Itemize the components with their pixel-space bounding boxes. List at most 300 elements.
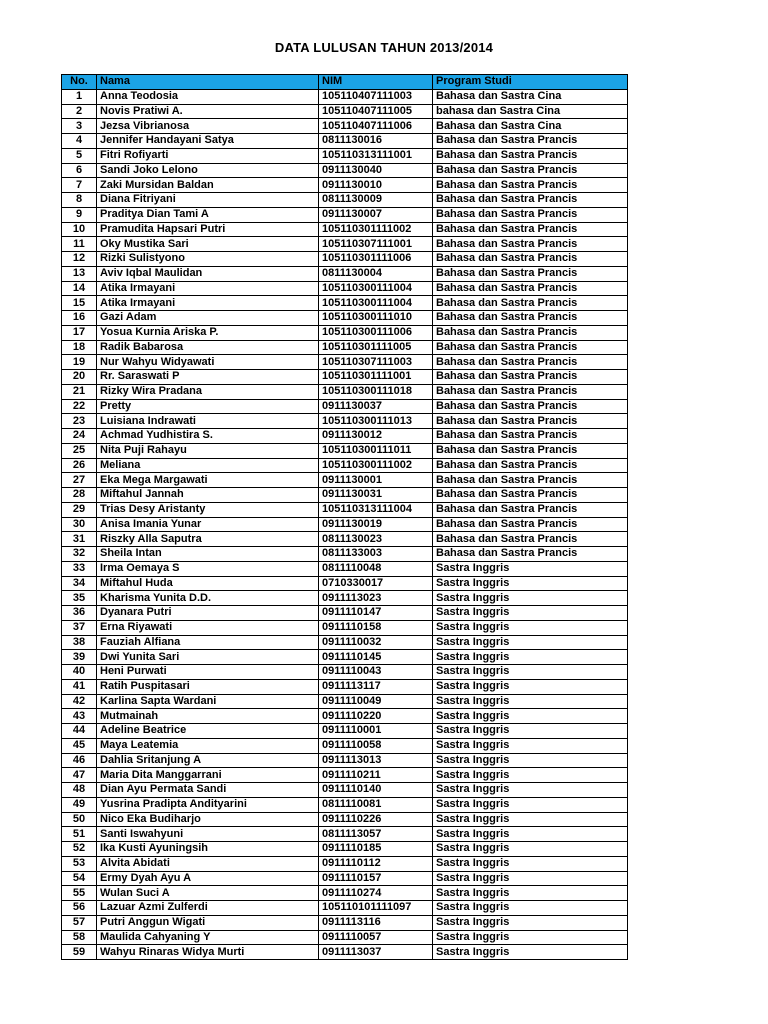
cell-no: 17: [62, 325, 97, 340]
cell-nim: 105110300111010: [319, 311, 433, 326]
table-row: [62, 134, 628, 149]
cell-nama: Pramudita Hapsari Putri: [97, 222, 319, 237]
cell-nim: 0911110032: [319, 635, 433, 650]
table-row: [62, 237, 628, 252]
cell-nim: 105110300111013: [319, 414, 433, 429]
cell-no: 42: [62, 694, 97, 709]
table-row: [62, 252, 628, 267]
cell-program-studi: Bahasa dan Sastra Cina: [433, 89, 628, 104]
cell-no: 8: [62, 193, 97, 208]
cell-nama: Maulida Cahyaning Y: [97, 930, 319, 945]
cell-no: 56: [62, 901, 97, 916]
cell-program-studi: Bahasa dan Sastra Prancis: [433, 148, 628, 163]
cell-no: 26: [62, 458, 97, 473]
cell-program-studi: Bahasa dan Sastra Prancis: [433, 370, 628, 385]
cell-no: 49: [62, 797, 97, 812]
cell-program-studi: Bahasa dan Sastra Prancis: [433, 237, 628, 252]
table-row: [62, 325, 628, 340]
table-row: [62, 311, 628, 326]
table-row: [62, 281, 628, 296]
cell-nama: Ermy Dyah Ayu A: [97, 871, 319, 886]
cell-nim: 0911110185: [319, 842, 433, 857]
table-row: [62, 783, 628, 798]
cell-nama: Aviv Iqbal Maulidan: [97, 266, 319, 281]
cell-no: 6: [62, 163, 97, 178]
cell-nim: 0911110049: [319, 694, 433, 709]
cell-nama: Eka Mega Margawati: [97, 473, 319, 488]
cell-nama: Rr. Saraswati P: [97, 370, 319, 385]
document-title: DATA LULUSAN TAHUN 2013/2014: [274, 40, 494, 55]
cell-no: 16: [62, 311, 97, 326]
cell-program-studi: Bahasa dan Sastra Prancis: [433, 252, 628, 267]
header-nama: Nama: [97, 75, 319, 90]
cell-nama: Heni Purwati: [97, 665, 319, 680]
cell-no: 58: [62, 930, 97, 945]
cell-nama: Oky Mustika Sari: [97, 237, 319, 252]
cell-nim: 105110301111001: [319, 370, 433, 385]
cell-program-studi: Bahasa dan Sastra Prancis: [433, 473, 628, 488]
cell-no: 13: [62, 266, 97, 281]
cell-nama: Sandi Joko Lelono: [97, 163, 319, 178]
cell-no: 25: [62, 443, 97, 458]
cell-nama: Trias Desy Aristanty: [97, 502, 319, 517]
cell-no: 33: [62, 561, 97, 576]
cell-no: 10: [62, 222, 97, 237]
cell-no: 54: [62, 871, 97, 886]
cell-nama: Anisa Imania Yunar: [97, 517, 319, 532]
cell-nim: 0811130009: [319, 193, 433, 208]
table-row: [62, 148, 628, 163]
cell-no: 46: [62, 753, 97, 768]
table-row: [62, 753, 628, 768]
cell-program-studi: Sastra Inggris: [433, 738, 628, 753]
cell-program-studi: Bahasa dan Sastra Prancis: [433, 443, 628, 458]
table-row: [62, 886, 628, 901]
cell-nama: Luisiana Indrawati: [97, 414, 319, 429]
cell-program-studi: Sastra Inggris: [433, 665, 628, 680]
cell-no: 4: [62, 134, 97, 149]
cell-nama: Rizki Sulistyono: [97, 252, 319, 267]
cell-nama: Fitri Rofiyarti: [97, 148, 319, 163]
cell-program-studi: Bahasa dan Sastra Prancis: [433, 414, 628, 429]
cell-nim: 0911110145: [319, 650, 433, 665]
table-row: [62, 89, 628, 104]
cell-nama: Miftahul Huda: [97, 576, 319, 591]
cell-no: 55: [62, 886, 97, 901]
cell-nama: Meliana: [97, 458, 319, 473]
cell-program-studi: Bahasa dan Sastra Prancis: [433, 384, 628, 399]
cell-nim: 0911130031: [319, 488, 433, 503]
cell-program-studi: Sastra Inggris: [433, 945, 628, 960]
cell-no: 50: [62, 812, 97, 827]
cell-no: 14: [62, 281, 97, 296]
cell-nim: 0911130012: [319, 429, 433, 444]
cell-nama: Mutmainah: [97, 709, 319, 724]
cell-nama: Dahlia Sritanjung A: [97, 753, 319, 768]
header-nim: NIM: [319, 75, 433, 90]
cell-nama: Jezsa Vibrianosa: [97, 119, 319, 134]
cell-program-studi: Sastra Inggris: [433, 856, 628, 871]
cell-no: 37: [62, 620, 97, 635]
table-row: [62, 768, 628, 783]
cell-nim: 105110407111006: [319, 119, 433, 134]
cell-program-studi: Bahasa dan Sastra Prancis: [433, 502, 628, 517]
cell-nama: Dwi Yunita Sari: [97, 650, 319, 665]
cell-nama: Yusrina Pradipta Andityarini: [97, 797, 319, 812]
cell-no: 20: [62, 370, 97, 385]
cell-no: 11: [62, 237, 97, 252]
table-row: [62, 561, 628, 576]
cell-nim: 0911110043: [319, 665, 433, 680]
graduates-table: [61, 74, 628, 960]
cell-program-studi: Sastra Inggris: [433, 901, 628, 916]
cell-nim: 105110313111001: [319, 148, 433, 163]
cell-program-studi: Sastra Inggris: [433, 709, 628, 724]
cell-nama: Nico Eka Budiharjo: [97, 812, 319, 827]
cell-program-studi: Bahasa dan Sastra Prancis: [433, 296, 628, 311]
cell-program-studi: Bahasa dan Sastra Prancis: [433, 281, 628, 296]
cell-program-studi: Bahasa dan Sastra Prancis: [433, 517, 628, 532]
table-row: [62, 827, 628, 842]
table-row: [62, 399, 628, 414]
table-row: [62, 222, 628, 237]
table-row: [62, 650, 628, 665]
cell-nim: 0911113023: [319, 591, 433, 606]
table-row: [62, 945, 628, 960]
cell-program-studi: Bahasa dan Sastra Prancis: [433, 488, 628, 503]
cell-no: 28: [62, 488, 97, 503]
table-row: [62, 517, 628, 532]
table-row: [62, 296, 628, 311]
table-row: [62, 547, 628, 562]
cell-no: 39: [62, 650, 97, 665]
cell-nama: Maya Leatemia: [97, 738, 319, 753]
cell-program-studi: Bahasa dan Sastra Prancis: [433, 399, 628, 414]
table-row: [62, 797, 628, 812]
cell-nama: Kharisma Yunita D.D.: [97, 591, 319, 606]
cell-nim: 105110407111003: [319, 89, 433, 104]
cell-nim: 0911130019: [319, 517, 433, 532]
cell-nama: Adeline Beatrice: [97, 724, 319, 739]
table-row: [62, 738, 628, 753]
table-row: [62, 842, 628, 857]
table-row: [62, 871, 628, 886]
header-no: No.: [62, 75, 97, 90]
cell-program-studi: Bahasa dan Sastra Prancis: [433, 163, 628, 178]
cell-nim: 0911110001: [319, 724, 433, 739]
cell-program-studi: Sastra Inggris: [433, 930, 628, 945]
table-row: [62, 207, 628, 222]
cell-program-studi: Bahasa dan Sastra Prancis: [433, 458, 628, 473]
table-row: [62, 119, 628, 134]
cell-no: 57: [62, 915, 97, 930]
cell-nim: 0911113013: [319, 753, 433, 768]
table-row: [62, 104, 628, 119]
cell-nama: Novis Pratiwi A.: [97, 104, 319, 119]
cell-nama: Alvita Abidati: [97, 856, 319, 871]
cell-nama: Riszky Alla Saputra: [97, 532, 319, 547]
cell-program-studi: Bahasa dan Sastra Prancis: [433, 429, 628, 444]
table-row: [62, 635, 628, 650]
cell-nim: 0811130023: [319, 532, 433, 547]
cell-no: 52: [62, 842, 97, 857]
cell-nim: 0911130007: [319, 207, 433, 222]
cell-nama: Dian Ayu Permata Sandi: [97, 783, 319, 798]
cell-nama: Pretty: [97, 399, 319, 414]
table-row: [62, 606, 628, 621]
cell-nim: 0911110157: [319, 871, 433, 886]
cell-no: 18: [62, 340, 97, 355]
cell-program-studi: Bahasa dan Sastra Prancis: [433, 532, 628, 547]
cell-program-studi: Sastra Inggris: [433, 635, 628, 650]
table-row: [62, 178, 628, 193]
cell-nama: Lazuar Azmi Zulferdi: [97, 901, 319, 916]
table-row: [62, 266, 628, 281]
cell-nim: 0811130004: [319, 266, 433, 281]
table-row: [62, 709, 628, 724]
cell-no: 45: [62, 738, 97, 753]
table-row: [62, 620, 628, 635]
cell-nim: 0811133003: [319, 547, 433, 562]
cell-program-studi: Bahasa dan Sastra Prancis: [433, 547, 628, 562]
cell-nama: Atika Irmayani: [97, 281, 319, 296]
cell-nim: 105110301111006: [319, 252, 433, 267]
cell-nim: 105110300111018: [319, 384, 433, 399]
cell-nama: Radik Babarosa: [97, 340, 319, 355]
table-body: [62, 89, 628, 959]
cell-no: 2: [62, 104, 97, 119]
cell-nama: Wulan Suci A: [97, 886, 319, 901]
cell-nama: Ika Kusti Ayuningsih: [97, 842, 319, 857]
cell-no: 12: [62, 252, 97, 267]
cell-nim: 0911110211: [319, 768, 433, 783]
cell-nim: 0911110158: [319, 620, 433, 635]
cell-program-studi: Sastra Inggris: [433, 886, 628, 901]
cell-nama: Nita Puji Rahayu: [97, 443, 319, 458]
cell-no: 40: [62, 665, 97, 680]
cell-no: 23: [62, 414, 97, 429]
cell-nama: Nur Wahyu Widyawati: [97, 355, 319, 370]
cell-no: 1: [62, 89, 97, 104]
table-row: [62, 458, 628, 473]
cell-nama: Rizky Wira Pradana: [97, 384, 319, 399]
cell-no: 9: [62, 207, 97, 222]
cell-nim: 105110300111006: [319, 325, 433, 340]
cell-program-studi: Bahasa dan Sastra Prancis: [433, 355, 628, 370]
cell-nama: Putri Anggun Wigati: [97, 915, 319, 930]
cell-program-studi: Sastra Inggris: [433, 915, 628, 930]
cell-program-studi: Bahasa dan Sastra Prancis: [433, 266, 628, 281]
table-row: [62, 384, 628, 399]
cell-program-studi: Bahasa dan Sastra Prancis: [433, 134, 628, 149]
cell-nama: Atika Irmayani: [97, 296, 319, 311]
cell-program-studi: Sastra Inggris: [433, 576, 628, 591]
table-row: [62, 694, 628, 709]
table-row: [62, 679, 628, 694]
cell-no: 38: [62, 635, 97, 650]
cell-nim: 105110307111001: [319, 237, 433, 252]
cell-program-studi: bahasa dan Sastra Cina: [433, 104, 628, 119]
cell-nim: 0911110226: [319, 812, 433, 827]
cell-nama: Dyanara Putri: [97, 606, 319, 621]
cell-nama: Anna Teodosia: [97, 89, 319, 104]
cell-no: 30: [62, 517, 97, 532]
cell-nama: Gazi Adam: [97, 311, 319, 326]
cell-nim: 0911113117: [319, 679, 433, 694]
cell-no: 32: [62, 547, 97, 562]
cell-nama: Zaki Mursidan Baldan: [97, 178, 319, 193]
cell-nim: 0911110274: [319, 886, 433, 901]
cell-no: 53: [62, 856, 97, 871]
cell-program-studi: Sastra Inggris: [433, 724, 628, 739]
cell-nim: 0911110112: [319, 856, 433, 871]
cell-program-studi: Sastra Inggris: [433, 694, 628, 709]
cell-nama: Diana Fitriyani: [97, 193, 319, 208]
cell-program-studi: Bahasa dan Sastra Prancis: [433, 325, 628, 340]
cell-program-studi: Sastra Inggris: [433, 650, 628, 665]
cell-nama: Fauziah Alfiana: [97, 635, 319, 650]
cell-nim: 0911110220: [319, 709, 433, 724]
cell-program-studi: Sastra Inggris: [433, 606, 628, 621]
cell-program-studi: Sastra Inggris: [433, 768, 628, 783]
cell-program-studi: Sastra Inggris: [433, 842, 628, 857]
table-row: [62, 193, 628, 208]
cell-no: 47: [62, 768, 97, 783]
cell-no: 27: [62, 473, 97, 488]
cell-nim: 0911110057: [319, 930, 433, 945]
table-row: [62, 443, 628, 458]
cell-no: 51: [62, 827, 97, 842]
cell-no: 15: [62, 296, 97, 311]
cell-no: 21: [62, 384, 97, 399]
cell-nama: Ratih Puspitasari: [97, 679, 319, 694]
table-row: [62, 488, 628, 503]
cell-no: 34: [62, 576, 97, 591]
cell-nim: 0911110140: [319, 783, 433, 798]
cell-no: 3: [62, 119, 97, 134]
cell-nama: Jennifer Handayani Satya: [97, 134, 319, 149]
cell-nama: Sheila Intan: [97, 547, 319, 562]
header-program-studi: Program Studi: [433, 75, 628, 90]
cell-no: 48: [62, 783, 97, 798]
cell-nim: 105110301111005: [319, 340, 433, 355]
cell-no: 22: [62, 399, 97, 414]
table-row: [62, 370, 628, 385]
cell-nama: Erna Riyawati: [97, 620, 319, 635]
cell-program-studi: Bahasa dan Sastra Prancis: [433, 178, 628, 193]
cell-nama: Santi Iswahyuni: [97, 827, 319, 842]
cell-program-studi: Sastra Inggris: [433, 620, 628, 635]
table-row: [62, 502, 628, 517]
cell-nim: 0811113057: [319, 827, 433, 842]
cell-no: 19: [62, 355, 97, 370]
cell-nim: 0811110048: [319, 561, 433, 576]
table-row: [62, 901, 628, 916]
cell-no: 44: [62, 724, 97, 739]
cell-program-studi: Sastra Inggris: [433, 561, 628, 576]
cell-program-studi: Sastra Inggris: [433, 753, 628, 768]
cell-no: 7: [62, 178, 97, 193]
cell-nim: 105110101111097: [319, 901, 433, 916]
table-row: [62, 856, 628, 871]
cell-nama: Irma Oemaya S: [97, 561, 319, 576]
cell-nim: 105110301111002: [319, 222, 433, 237]
cell-nim: 105110307111003: [319, 355, 433, 370]
table-row: [62, 473, 628, 488]
cell-nim: 0911130010: [319, 178, 433, 193]
cell-program-studi: Bahasa dan Sastra Prancis: [433, 340, 628, 355]
table-row: [62, 414, 628, 429]
cell-nim: 0811130016: [319, 134, 433, 149]
cell-program-studi: Sastra Inggris: [433, 591, 628, 606]
table-header-row: [62, 75, 628, 90]
table-row: [62, 724, 628, 739]
cell-no: 24: [62, 429, 97, 444]
cell-nama: Karlina Sapta Wardani: [97, 694, 319, 709]
table-row: [62, 429, 628, 444]
cell-nim: 105110300111002: [319, 458, 433, 473]
table-row: [62, 665, 628, 680]
cell-program-studi: Sastra Inggris: [433, 679, 628, 694]
table-row: [62, 355, 628, 370]
cell-nim: 0911130037: [319, 399, 433, 414]
cell-no: 35: [62, 591, 97, 606]
cell-program-studi: Sastra Inggris: [433, 783, 628, 798]
cell-nim: 0911113116: [319, 915, 433, 930]
cell-nama: Miftahul Jannah: [97, 488, 319, 503]
cell-nama: Wahyu Rinaras Widya Murti: [97, 945, 319, 960]
cell-nim: 105110313111004: [319, 502, 433, 517]
table-row: [62, 340, 628, 355]
cell-nim: 0911130040: [319, 163, 433, 178]
cell-no: 29: [62, 502, 97, 517]
cell-no: 31: [62, 532, 97, 547]
cell-no: 36: [62, 606, 97, 621]
cell-nama: Achmad Yudhistira S.: [97, 429, 319, 444]
cell-nim: 0911110147: [319, 606, 433, 621]
table-row: [62, 591, 628, 606]
table-row: [62, 930, 628, 945]
cell-program-studi: Sastra Inggris: [433, 871, 628, 886]
table-row: [62, 532, 628, 547]
cell-program-studi: Bahasa dan Sastra Cina: [433, 119, 628, 134]
table-row: [62, 576, 628, 591]
cell-no: 41: [62, 679, 97, 694]
cell-nim: 0911130001: [319, 473, 433, 488]
cell-program-studi: Bahasa dan Sastra Prancis: [433, 222, 628, 237]
cell-nama: Yosua Kurnia Ariska P.: [97, 325, 319, 340]
cell-program-studi: Bahasa dan Sastra Prancis: [433, 193, 628, 208]
cell-no: 43: [62, 709, 97, 724]
cell-program-studi: Bahasa dan Sastra Prancis: [433, 207, 628, 222]
cell-nim: 105110300111011: [319, 443, 433, 458]
cell-program-studi: Sastra Inggris: [433, 797, 628, 812]
table-row: [62, 163, 628, 178]
cell-nim: 105110300111004: [319, 296, 433, 311]
cell-program-studi: Sastra Inggris: [433, 827, 628, 842]
cell-program-studi: Bahasa dan Sastra Prancis: [433, 311, 628, 326]
cell-no: 59: [62, 945, 97, 960]
cell-nim: 0710330017: [319, 576, 433, 591]
cell-nim: 0811110081: [319, 797, 433, 812]
cell-no: 5: [62, 148, 97, 163]
cell-nim: 0911110058: [319, 738, 433, 753]
table-row: [62, 812, 628, 827]
cell-program-studi: Sastra Inggris: [433, 812, 628, 827]
cell-nim: 0911113037: [319, 945, 433, 960]
table-row: [62, 915, 628, 930]
cell-nim: 105110407111005: [319, 104, 433, 119]
